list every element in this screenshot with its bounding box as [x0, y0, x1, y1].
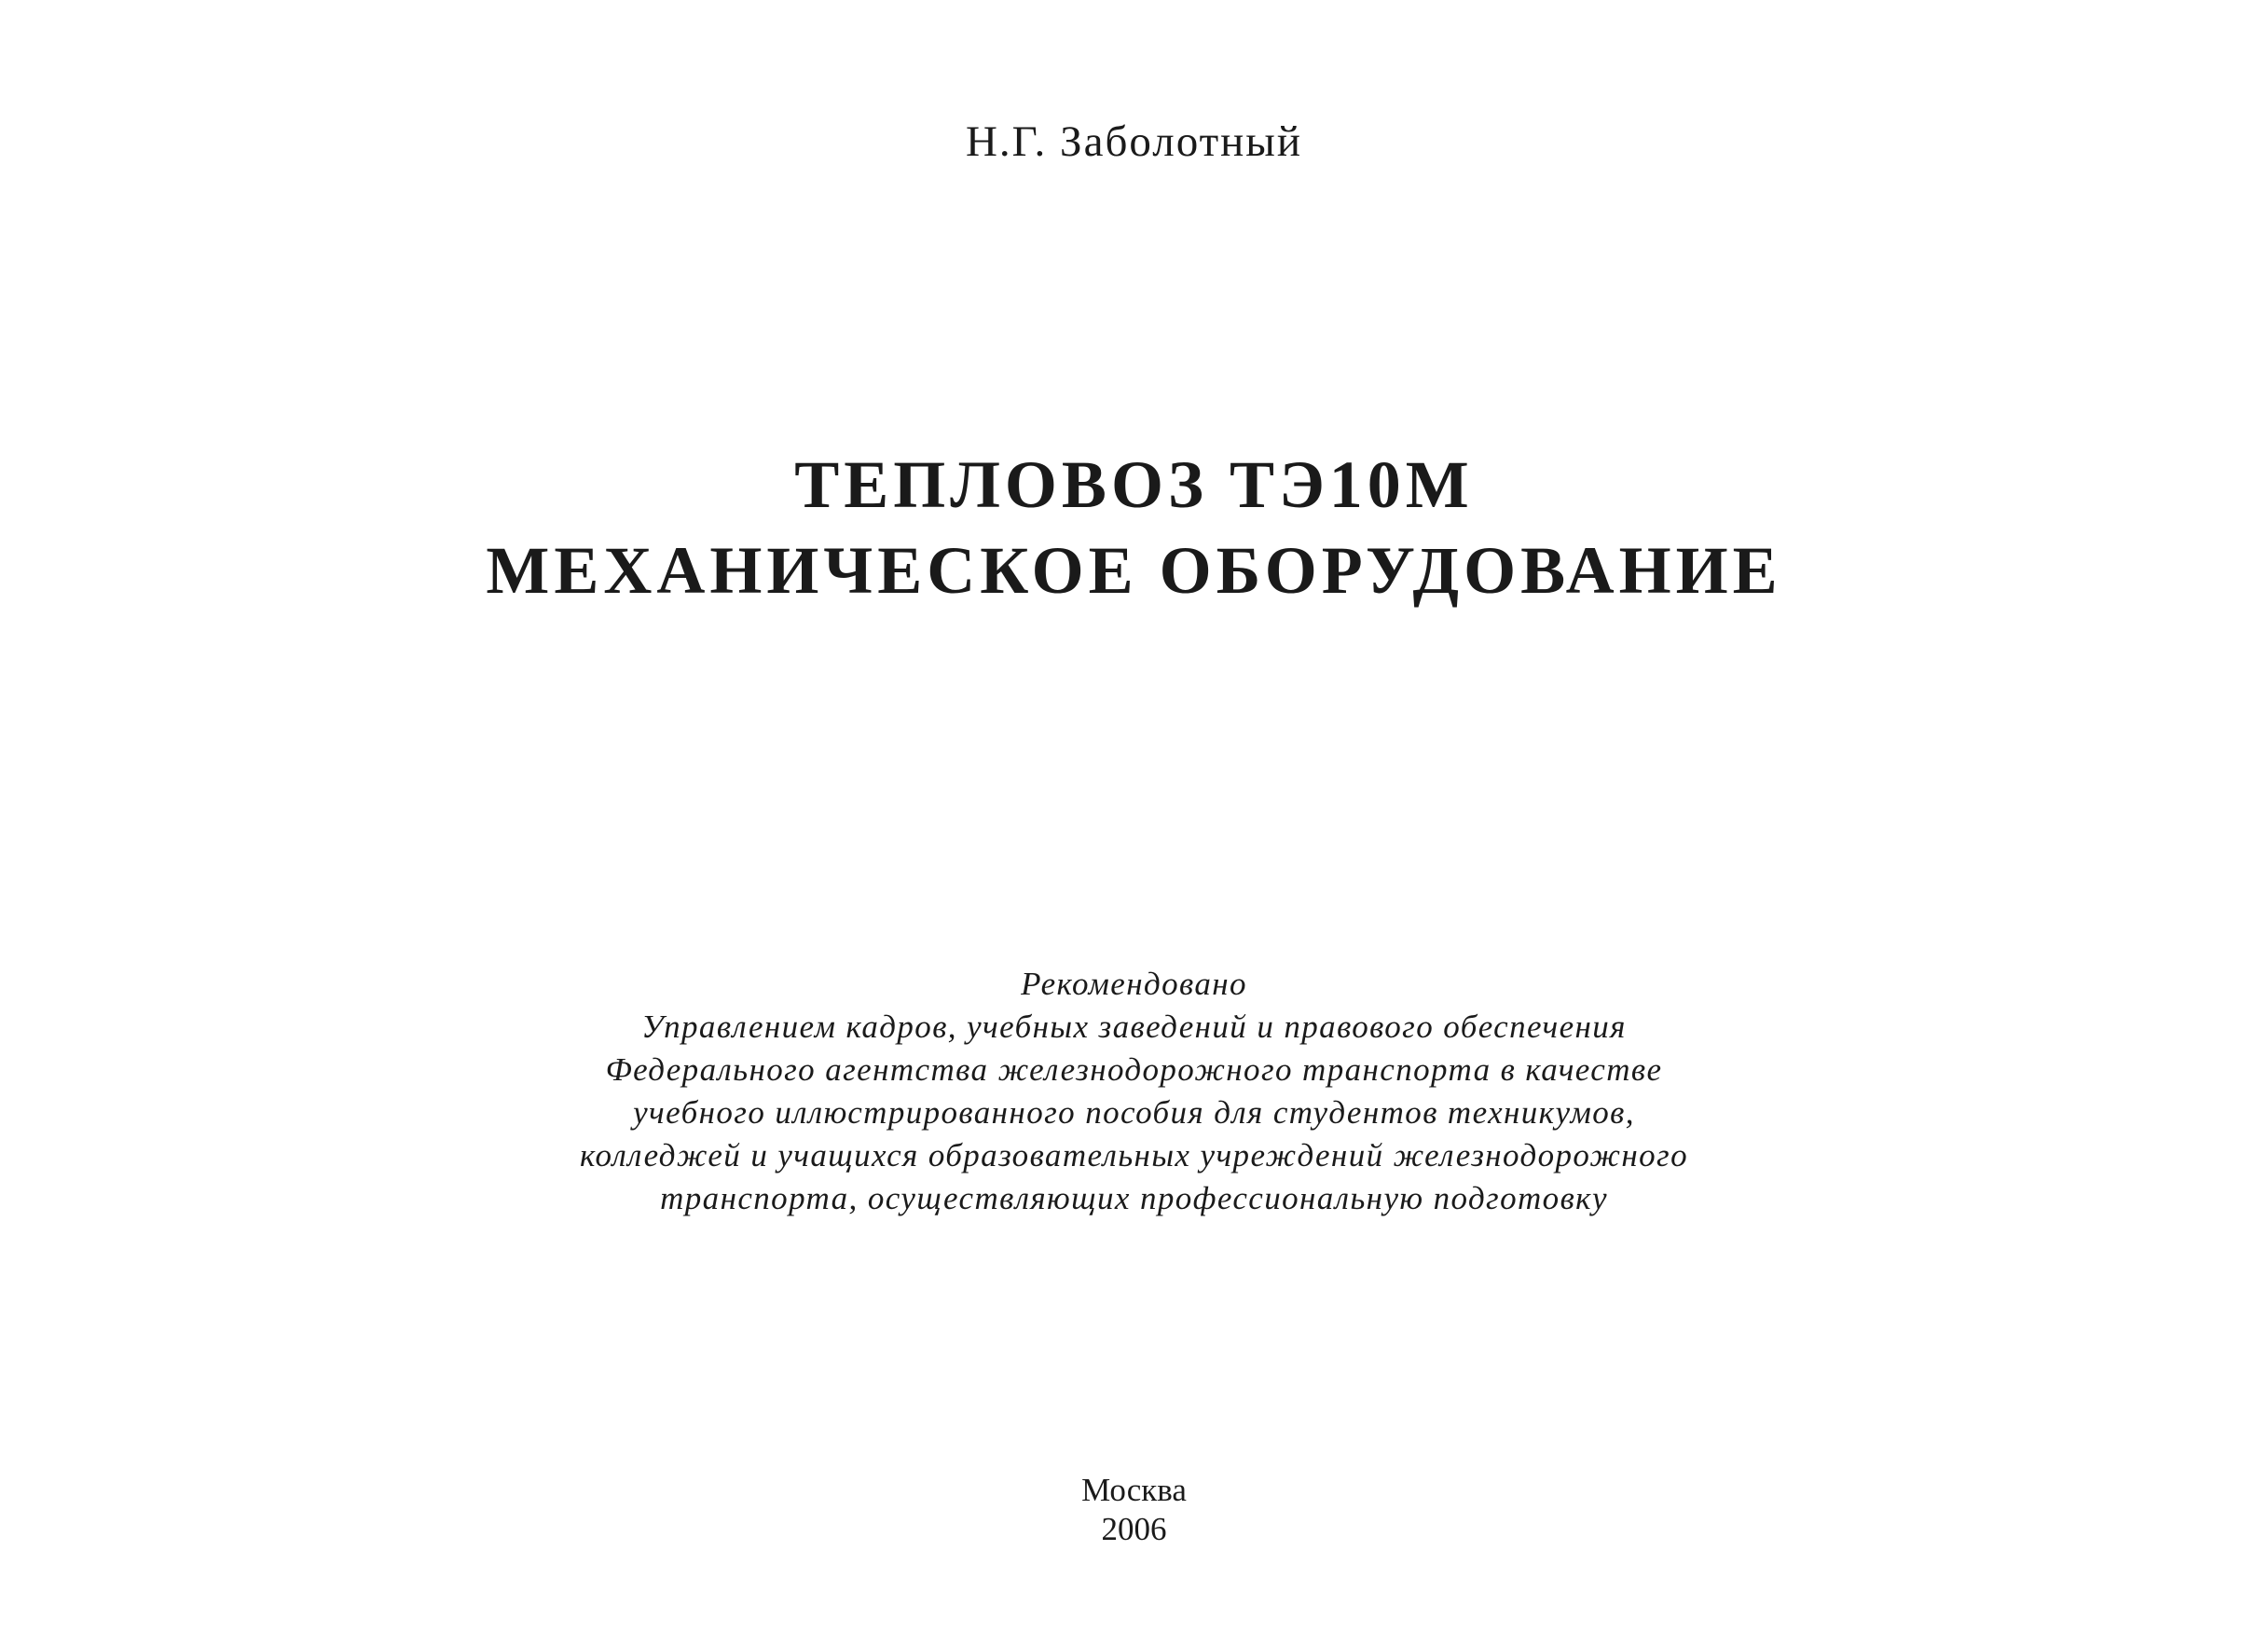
recommendation-line: учебного иллюстрированного пособия для студентов техникумов, — [633, 1094, 1635, 1131]
book-title-line-2: МЕХАНИЧЕСКОЕ ОБОРУДОВАНИЕ — [486, 533, 1782, 608]
publication-year: 2006 — [1101, 1511, 1167, 1547]
recommendation-line: Управлением кадров, учебных заведений и правового обеспечения — [641, 1009, 1627, 1045]
recommendation-line: транспорта, осуществляющих профессиональную подготовку — [660, 1180, 1608, 1216]
recommendation-line: колледжей и учащихся образовательных учреждений железнодорожного — [580, 1137, 1688, 1173]
recommendation-block — [0, 963, 2268, 1220]
imprint-block — [0, 1471, 2268, 1549]
publication-city: Москва — [1081, 1472, 1187, 1508]
recommendation-line: Рекомендовано — [1021, 966, 1247, 1002]
author-name: Н.Г. Заболотный — [965, 117, 1303, 166]
book-title-line-1: ТЕПЛОВОЗ ТЭ10М — [794, 447, 1474, 522]
book-title — [0, 442, 2268, 613]
recommendation-line: Федерального агентства железнодорожного транспорта в качестве — [605, 1051, 1663, 1088]
